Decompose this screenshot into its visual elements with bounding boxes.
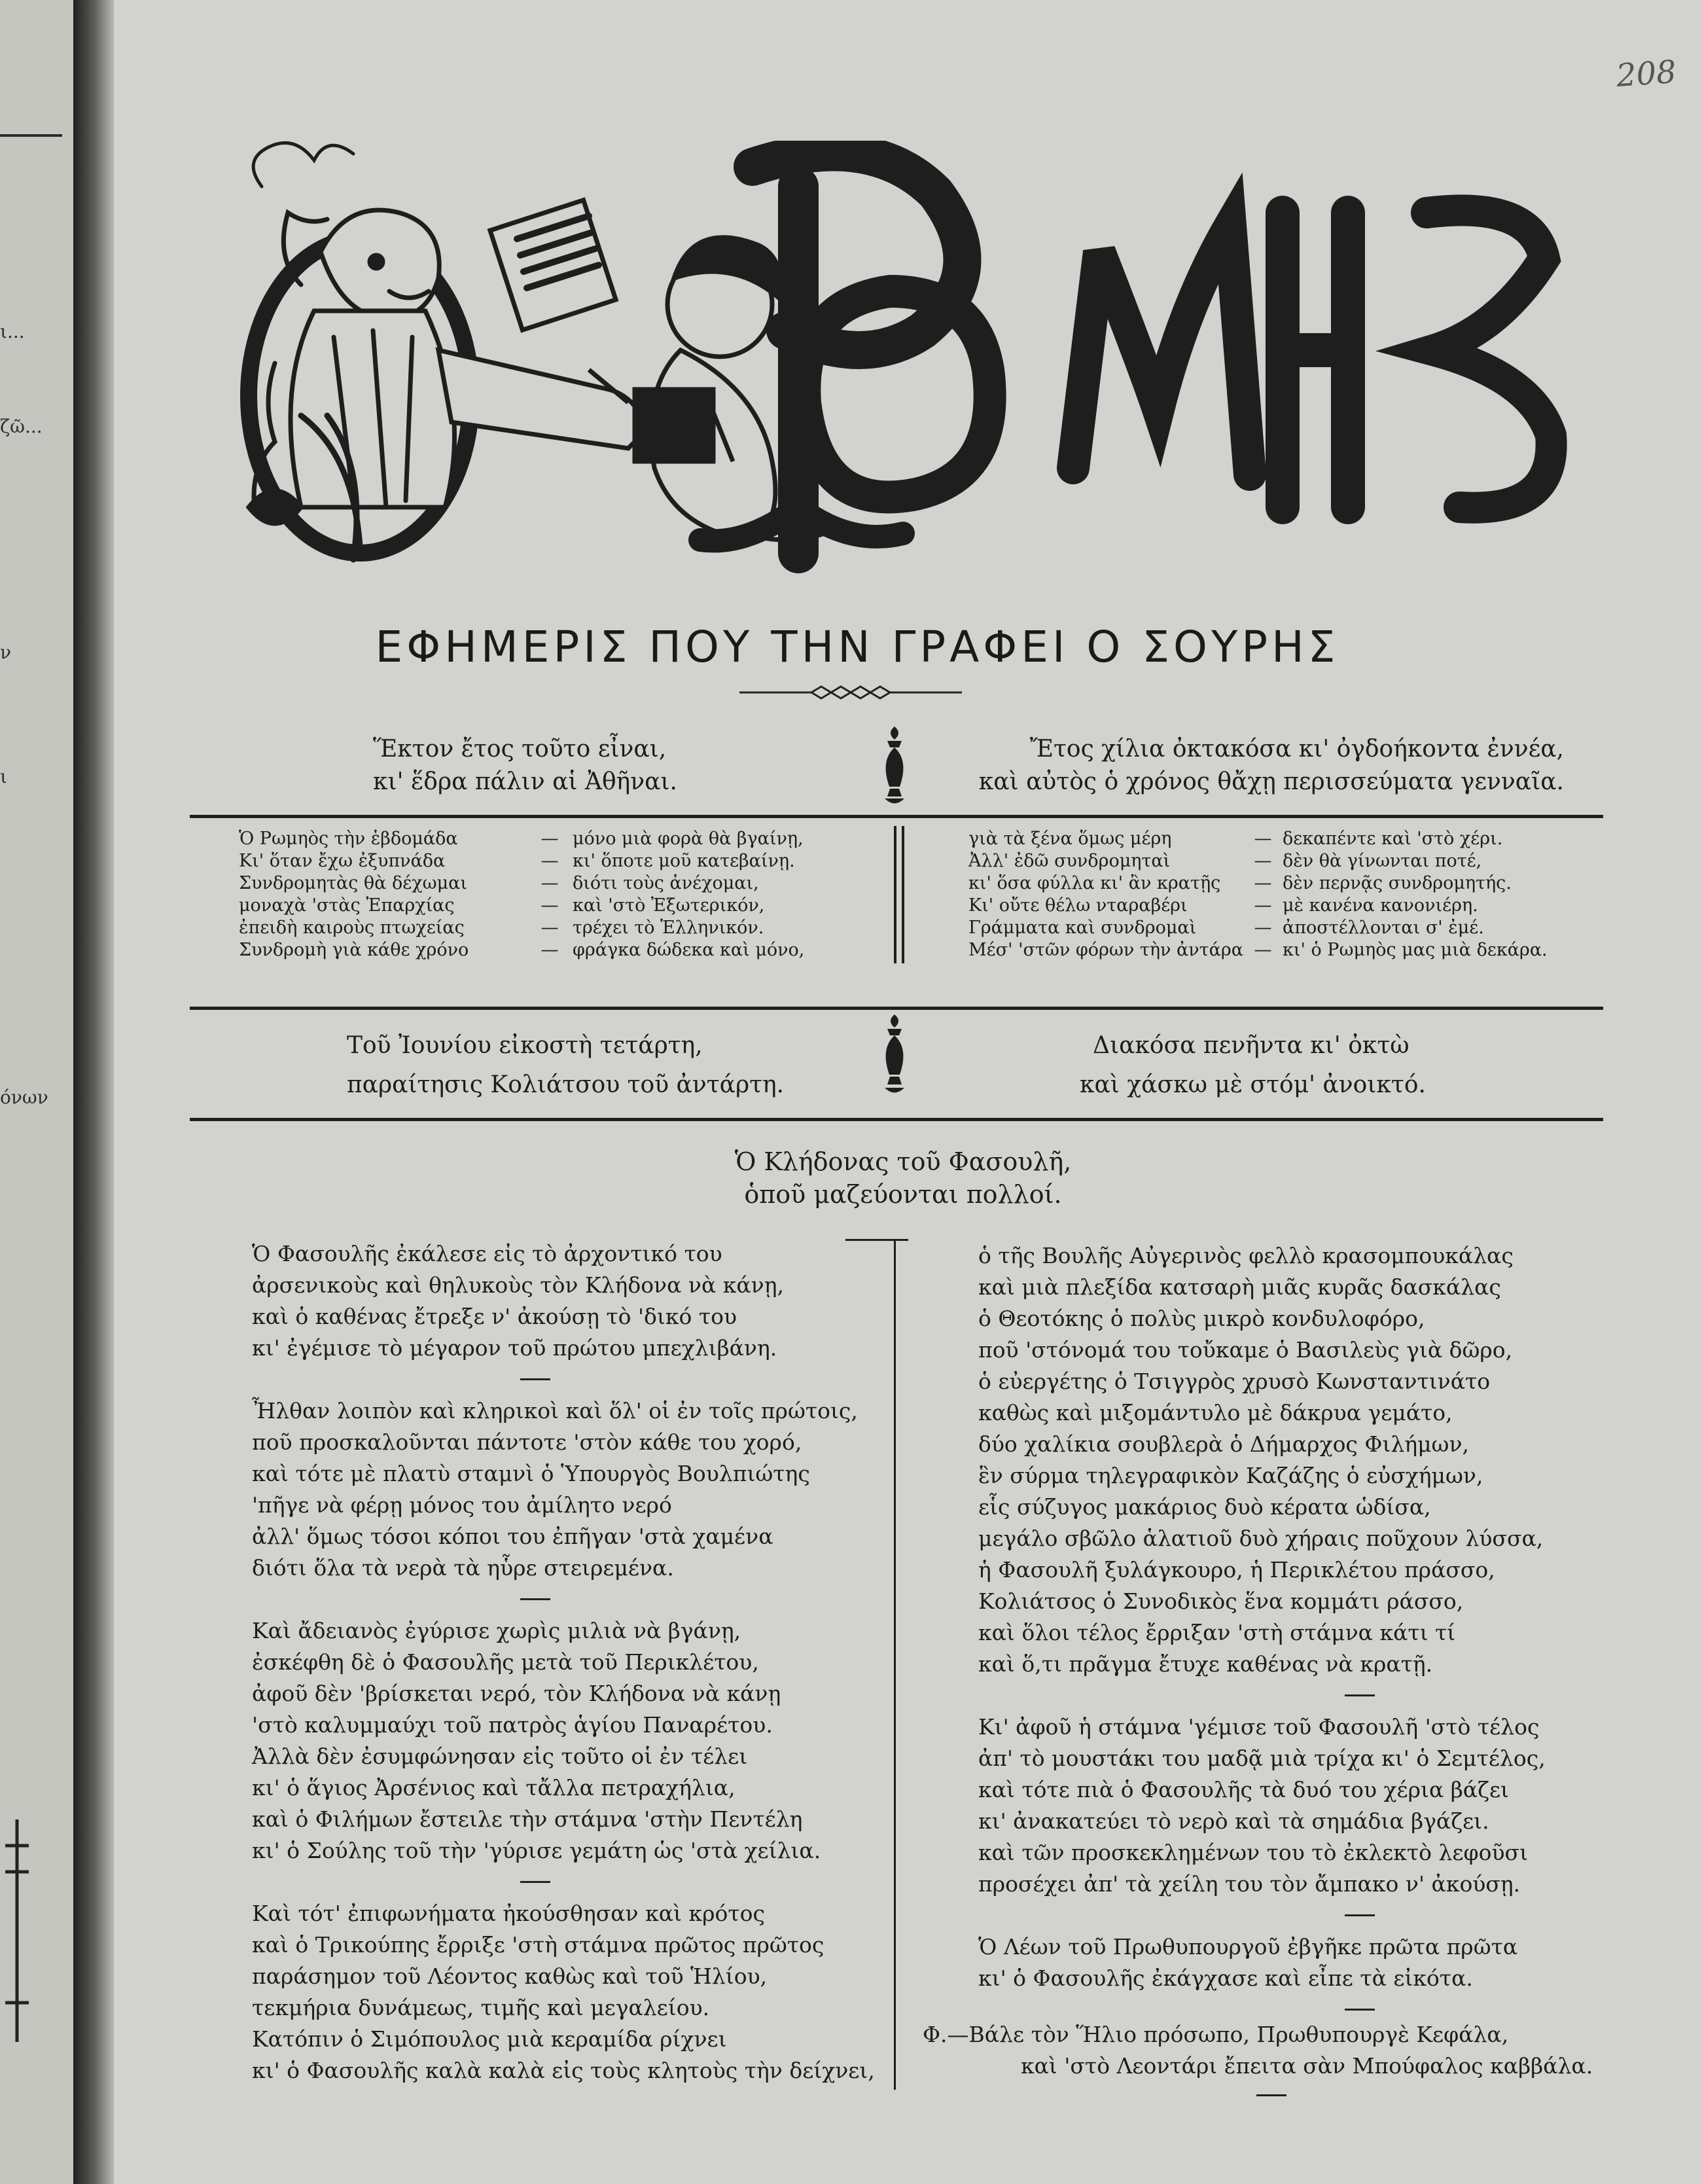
- dash-separator: —: [541, 851, 559, 871]
- poem-line: κι' ἐγέμισε τὸ μέγαρον τοῦ πρώτου μπεχλιβάνη.: [252, 1335, 777, 1361]
- table-cell: Κι' οὔτε θέλω νταραβέρι: [968, 895, 1188, 916]
- poem-line: κι' ὁ Σούλης τοῦ τὴν 'γύρισε γεμάτη ὡς 'στὰ χείλια.: [252, 1838, 821, 1863]
- book-spine: [73, 0, 114, 2184]
- table-cell: δὲν θὰ γίνωνται ποτέ,: [1283, 851, 1482, 871]
- horizontal-rule: [190, 1118, 1603, 1121]
- table-row: [239, 917, 804, 939]
- poem-line: ἀπ' τὸ μουστάκι του μαδᾷ μιὰ τρίχα κι' ὁ Σεμτέλος,: [978, 1745, 1546, 1771]
- horizontal-rule: [190, 815, 1603, 818]
- romios-title-lettering: [700, 152, 1551, 554]
- poem-line: Κολιάτσος ὁ Συνοδικὸς ἕνα κομμάτι ράσσο,: [978, 1588, 1464, 1614]
- dash-separator: —: [541, 918, 559, 938]
- poem-line: κι' ἀνακατεύει τὸ νερὸ καὶ τὰ σημάδια βγάζει.: [978, 1808, 1489, 1834]
- table-row: [239, 828, 804, 850]
- table-cell: Γράμματα καὶ συνδρομαὶ: [968, 918, 1197, 938]
- poem-line: καὶ ὅλοι τέλος ἔρριξαν 'στὴ στάμνα κάτι τί: [978, 1620, 1456, 1645]
- table-cell: μόνο μιὰ φορὰ θὰ βγαίνῃ,: [573, 829, 804, 849]
- stanza-separator: [978, 1680, 1546, 1711]
- subscription-table-right: [968, 828, 1548, 961]
- poem-line: Καὶ ἄδειανὸς ἐγύρισε χωρὶς μιλιὰ νὰ βγάνῃ,: [252, 1618, 741, 1643]
- margin-fragment: ι...: [0, 321, 25, 342]
- stanza-separator: [978, 1900, 1546, 1931]
- verse-line: Διακόσα πενῆντα κι' ὀκτὼ: [1093, 1032, 1409, 1059]
- poem-line: Ὁ Φασουλῆς ἐκάλεσε εἰς τὸ ἀρχοντικό του: [252, 1241, 722, 1266]
- table-cell: διότι τοὺς ἀνέχομαι,: [573, 873, 759, 893]
- stanza-separator: [252, 1867, 875, 1898]
- poem-line: ἐσκέφθη δὲ ὁ Φασουλῆς μετὰ τοῦ Περικλέτου,: [252, 1649, 759, 1675]
- year-verse-left: [373, 733, 677, 798]
- poem-line: ἓν σύρμα τηλεγραφικὸν Καζάζης ὁ εὐσχήμων,: [978, 1463, 1483, 1488]
- table-cell: Κι' ὅταν ἔχω ἐξυπνάδα: [239, 851, 446, 871]
- table-row: [968, 828, 1548, 850]
- poem-line: παράσημον τοῦ Λέοντος καθὼς καὶ τοῦ Ἡλίου,: [252, 1963, 768, 1989]
- table-row: [968, 850, 1548, 872]
- date-verse-right: [1080, 1026, 1426, 1105]
- year-verse-right: [903, 733, 1564, 798]
- date-verse-left: [347, 1026, 784, 1105]
- verse-line: κι' ἕδρα πάλιν αἱ Ἀθῆναι.: [373, 768, 677, 795]
- dash-separator: —: [1254, 918, 1272, 938]
- dash-separator: —: [541, 873, 559, 893]
- poem-line: καὶ τῶν προσκεκλημένων του τὸ ἐκλεκτὸ λεφοῦσι: [978, 1840, 1529, 1865]
- tagline-ornament-rule: [739, 681, 962, 704]
- poem-line: Κατόπιν ὁ Σιμόπουλος μιὰ κεραμίδα ρίχνει: [252, 2026, 727, 2052]
- article-title: [576, 1145, 1230, 1211]
- poem-line: καὶ ὅ,τι πρᾶγμα ἔτυχε καθένας νὰ κρατῇ.: [978, 1651, 1433, 1677]
- dash-separator: —: [541, 940, 559, 960]
- subscription-table-left: [239, 828, 804, 961]
- table-row: [968, 895, 1548, 917]
- poem-line: Καὶ τότ' ἐπιφωνήματα ἠκούσθησαν καὶ κρότος: [252, 1901, 765, 1926]
- poem-line: εἷς σύζυγος μακάριος δυὸ κέρατα ὡδίσα,: [978, 1494, 1431, 1520]
- poem-line: καὶ ὁ Τρικούπης ἔρριξε 'στὴ στάμνα πρῶτος πρῶτος: [252, 1932, 824, 1958]
- poem-line: ποῦ προσκαλοῦνται πάντοτε 'στὸν κάθε του χορό,: [252, 1429, 802, 1455]
- table-column-divider: [902, 826, 904, 963]
- poem-line: ἀφοῦ δὲν 'βρίσκεται νερό, τὸν Κλήδονα νὰ κάνῃ: [252, 1681, 781, 1706]
- poem-line: ἀλλ' ὅμως τόσοι κόποι του ἐπῆγαν 'στὰ χαμένα: [252, 1524, 773, 1549]
- masthead-title-illustration: [222, 141, 1570, 592]
- margin-fragment: ι: [0, 766, 7, 787]
- table-cell: φράγκα δώδεκα καὶ μόνο,: [573, 940, 805, 960]
- verse-line: Ἕκτον ἔτος τοῦτο εἶναι,: [373, 736, 667, 762]
- margin-bracket-mark: [5, 1819, 29, 1970]
- dialogue-block: [923, 2019, 1593, 2082]
- dialogue-text: Βάλε τὸν Ἥλιο πρόσωπο, Πρωθυπουργὲ Κεφάλα,: [968, 2022, 1509, 2047]
- table-row: [968, 872, 1548, 895]
- verse-line: παραίτησις Κολιάτσου τοῦ ἀντάρτη.: [347, 1071, 785, 1098]
- poem-line: μεγάλο σβῶλο ἁλατιοῦ δυὸ χήραις ποῦχουν λύσσα,: [978, 1526, 1544, 1551]
- poem-line: 'πῆγε νὰ φέρῃ μόνος του ἀμίλητο νερό: [252, 1492, 672, 1518]
- poem-line: καὶ ὁ Φιλήμων ἔστειλε τὴν στάμνα 'στὴν Πεντέλη: [252, 1806, 803, 1832]
- poem-line: κι' ὁ Φασουλῆς καλὰ καλὰ εἰς τοὺς κλητοὺς τὴν δείχνει,: [252, 2058, 875, 2083]
- poem-line: ὁ τῆς Βουλῆς Αὐγερινὸς φελλὸ κρασομπουκάλας: [978, 1243, 1514, 1268]
- table-cell: μὲ κανένα κανονιέρη.: [1283, 895, 1478, 916]
- poem-line: κι' ὁ ἅγιος Ἀρσένιος καὶ τἄλλα πετραχήλια,: [252, 1775, 736, 1800]
- dialogue-line: [923, 2019, 1593, 2050]
- table-cell: Ἀλλ' ἐδῶ συνδρομηταὶ: [968, 851, 1171, 871]
- page-number: 208: [1615, 53, 1678, 95]
- masthead-tagline: ΕΦΗΜΕΡΙΣ ΠΟΥ ΤΗΝ ΓΡΑΦΕΙ Ο ΣΟΥΡΗΣ: [375, 622, 1339, 672]
- dash-separator: —: [1254, 940, 1272, 960]
- poem-line: καθὼς καὶ μιξομάντυλο μὲ δάκρυα γεμάτο,: [978, 1400, 1453, 1425]
- dialogue-text: καὶ 'στὸ Λεοντάρι ἔπειτα σὰν Μπούφαλος καββάλα.: [1021, 2053, 1593, 2079]
- table-cell: καὶ 'στὸ Ἐξωτερικόν,: [573, 895, 765, 916]
- table-row: [239, 939, 804, 961]
- poem-line: ἡ Φασουλῆ ξυλάγκουρο, ἡ Περικλέτου πράσσο,: [978, 1557, 1495, 1583]
- table-cell: μοναχὰ 'στὰς Ἐπαρχίας: [239, 895, 455, 916]
- margin-fragment: ν: [0, 641, 12, 663]
- table-row: [968, 917, 1548, 939]
- dash-separator: —: [1254, 851, 1272, 871]
- column-divider: [894, 1239, 896, 2090]
- poem-line: Ἦλθαν λοιπὸν καὶ κληρικοὶ καὶ ὅλ' οἱ ἐν τοῖς πρώτοις,: [252, 1398, 858, 1423]
- verse-line: καὶ αὐτὸς ὁ χρόνος θἄχῃ περισσεύματα γενναῖα.: [978, 768, 1564, 795]
- dash-separator: —: [1254, 829, 1272, 849]
- dash-separator: —: [541, 829, 559, 849]
- table-cell: κι' ὅποτε μοῦ κατεβαίνῃ.: [573, 851, 795, 871]
- dialogue-speaker: Φ.—: [923, 2022, 969, 2047]
- title-line: Ὁ Κλήδονας τοῦ Φασουλῆ,: [734, 1147, 1072, 1176]
- poem-line: 'στὸ καλυμμαύχι τοῦ πατρὸς ἁγίου Παναρέτου.: [252, 1712, 773, 1738]
- table-row: [968, 939, 1548, 961]
- poem-line: Ὁ Λέων τοῦ Πρωθυπουργοῦ ἐβγῆκε πρῶτα πρῶτα: [978, 1934, 1518, 1960]
- table-cell: Συνδρομητὰς θὰ δέχωμαι: [239, 873, 467, 893]
- poem-line: καὶ μιὰ πλεξίδα κατσαρὴ μιᾶς κυρᾶς δασκάλας: [978, 1274, 1501, 1300]
- verse-line: Τοῦ Ἰουνίου εἰκοστὴ τετάρτη,: [347, 1032, 703, 1059]
- margin-fragment: ζῶ...: [0, 416, 43, 437]
- poem-line: τεκμήρια δυνάμεως, τιμῆς καὶ μεγαλείου.: [252, 1995, 710, 2020]
- margin-rule: [0, 134, 62, 137]
- dash-separator: —: [541, 895, 559, 916]
- dialogue-line: [923, 2050, 1593, 2082]
- table-cell: τρέχει τὸ Ἑλληνικόν.: [573, 918, 764, 938]
- table-cell: Ὁ Ρωμηὸς τὴν ἑβδομάδα: [239, 829, 458, 849]
- article-column-right: [978, 1240, 1546, 2026]
- table-row: [239, 872, 804, 895]
- table-column-divider: [894, 826, 896, 963]
- table-cell: ἐπειδὴ καιροὺς πτωχείας: [239, 918, 465, 938]
- poem-line: ὁ Θεοτόκης ὁ πολὺς μικρὸ κονδυλοφόρο,: [978, 1306, 1425, 1331]
- poem-line: Ἀλλὰ δὲν ἐσυμφώνησαν εἰς τοῦτο οἱ ἐν τέλει: [252, 1744, 748, 1769]
- poem-line: καὶ τότε μὲ πλατὺ σταμνὶ ὁ Ὑπουργὸς Βουλπιώτης: [252, 1461, 810, 1486]
- dash-separator: —: [1254, 895, 1272, 916]
- poem-line: καὶ τότε πιὰ ὁ Φασουλῆς τὰ δυό του χέρια βάζει: [978, 1777, 1509, 1802]
- stanza-separator: [252, 1584, 875, 1615]
- table-cell: κι' ὅσα φύλλα κι' ἂν κρατῇς: [968, 873, 1221, 893]
- poem-line: κι' ὁ Φασουλῆς ἐκάγχασε καὶ εἶπε τὰ εἰκότα.: [978, 1965, 1473, 1991]
- margin-bracket-mark: [5, 1963, 29, 2042]
- poem-line: ἀρσενικοὺς καὶ θηλυκοὺς τὸν Κλήδονα νὰ κάνῃ,: [252, 1272, 784, 1298]
- table-cell: δὲν περνᾷς συνδρομητής.: [1283, 873, 1512, 893]
- stanza-separator: [1256, 2094, 1286, 2096]
- smoking-man-illustration: [249, 143, 648, 560]
- margin-fragment: όνων: [0, 1086, 48, 1108]
- table-cell: Μέσ' 'στῶν φόρων τὴν ἀντάρα: [968, 940, 1243, 960]
- table-cell: ἀποστέλλονται σ' ἐμέ.: [1283, 918, 1484, 938]
- poem-line: ποῦ 'στόνομά του τοὔκαμε ὁ Βασιλεὺς γιὰ δῶρο,: [978, 1337, 1513, 1363]
- verse-line: Ἔτος χίλια ὀκτακόσα κι' ὀγδοήκοντα ἐννέα,: [1029, 736, 1564, 762]
- vase-ornament: [878, 1014, 911, 1100]
- table-row: [239, 850, 804, 872]
- poem-line: δύο χαλίκια σουβλερὰ ὁ Δήμαρχος Φιλήμων,: [978, 1431, 1469, 1457]
- table-cell: γιὰ τὰ ξένα ὅμως μέρη: [968, 829, 1172, 849]
- poem-line: διότι ὅλα τὰ νερὰ τὰ ηὗρε στειρεμένα.: [252, 1555, 674, 1581]
- dash-separator: —: [1254, 873, 1272, 893]
- poem-line: καὶ ὁ καθένας ἔτρεξε ν' ἀκούσῃ τὸ 'δικό του: [252, 1304, 737, 1329]
- poem-line: ὁ εὐεργέτης ὁ Τσιγγρὸς χρυσὸ Κωνσταντινάτο: [978, 1369, 1491, 1394]
- table-cell: δεκαπέντε καὶ 'στὸ χέρι.: [1283, 829, 1503, 849]
- table-row: [239, 895, 804, 917]
- article-column-left: [252, 1238, 875, 2086]
- poem-line: Κι' ἀφοῦ ἡ στάμνα 'γέμισε τοῦ Φασουλῆ 'στὸ τέλος: [978, 1714, 1540, 1740]
- table-cell: Συνδρομὴ γιὰ κάθε χρόνο: [239, 940, 469, 960]
- poem-line: προσέχει ἀπ' τὰ χείλη του τὸν ἄμπακο ν' ἀκούσῃ.: [978, 1871, 1521, 1897]
- horizontal-rule: [190, 1007, 1603, 1010]
- table-cell: κι' ὁ Ρωμηὸς μας μιὰ δεκάρα.: [1283, 940, 1548, 960]
- title-line: ὁποῦ μαζεύονται πολλοί.: [744, 1180, 1062, 1209]
- verse-line: καὶ χάσκω μὲ στόμ' ἀνοικτό.: [1080, 1071, 1426, 1098]
- stanza-separator: [252, 1364, 875, 1395]
